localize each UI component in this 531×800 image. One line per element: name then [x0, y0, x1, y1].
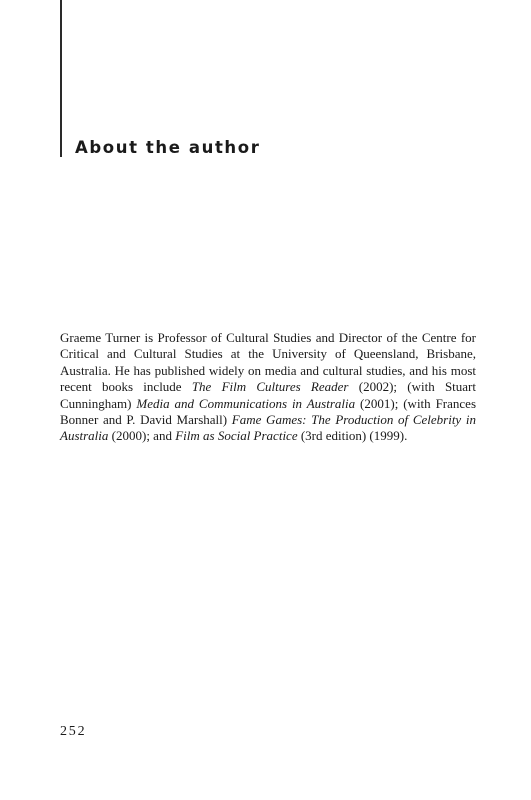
bio-text: (2000); and [108, 428, 176, 444]
book-title: Media and Communications in Australia [136, 395, 356, 411]
bio-text: Cunningham) [60, 395, 137, 411]
bio-text: (3rd edition) (1999). [297, 428, 408, 444]
section-heading: About the author [75, 138, 261, 157]
bio-text: Critical and Cultural Studies at the University of Queensland, Brisbane, [60, 346, 476, 362]
bio-line [60, 412, 476, 428]
bio-text: Graeme Turner is Professor of Cultural Studies and Director of the Centre for [60, 330, 476, 345]
bio-line [60, 330, 476, 346]
bio-line [60, 346, 476, 362]
book-title: Film as Social Practice [175, 428, 298, 444]
bio-line [60, 379, 476, 395]
bio-text: (2002); (with Stuart [348, 379, 476, 395]
vertical-rule [60, 0, 62, 157]
bio-text: (2001); (with Frances [355, 395, 476, 411]
author-bio [60, 330, 476, 445]
page-number: 252 [60, 724, 87, 739]
bio-text: Bonner and P. David Marshall) [60, 412, 232, 428]
bio-line [60, 396, 476, 412]
bio-text: Australia. He has published widely on media and cultural studies, and his most [60, 362, 476, 378]
bio-line [60, 363, 476, 379]
bio-line [60, 428, 476, 444]
book-title: Australia [60, 428, 109, 444]
book-title: The Film Cultures Reader [191, 379, 349, 395]
bio-text: recent books include [60, 379, 192, 395]
book-title: Fame Games: The Production of Celebrity in [231, 412, 476, 428]
